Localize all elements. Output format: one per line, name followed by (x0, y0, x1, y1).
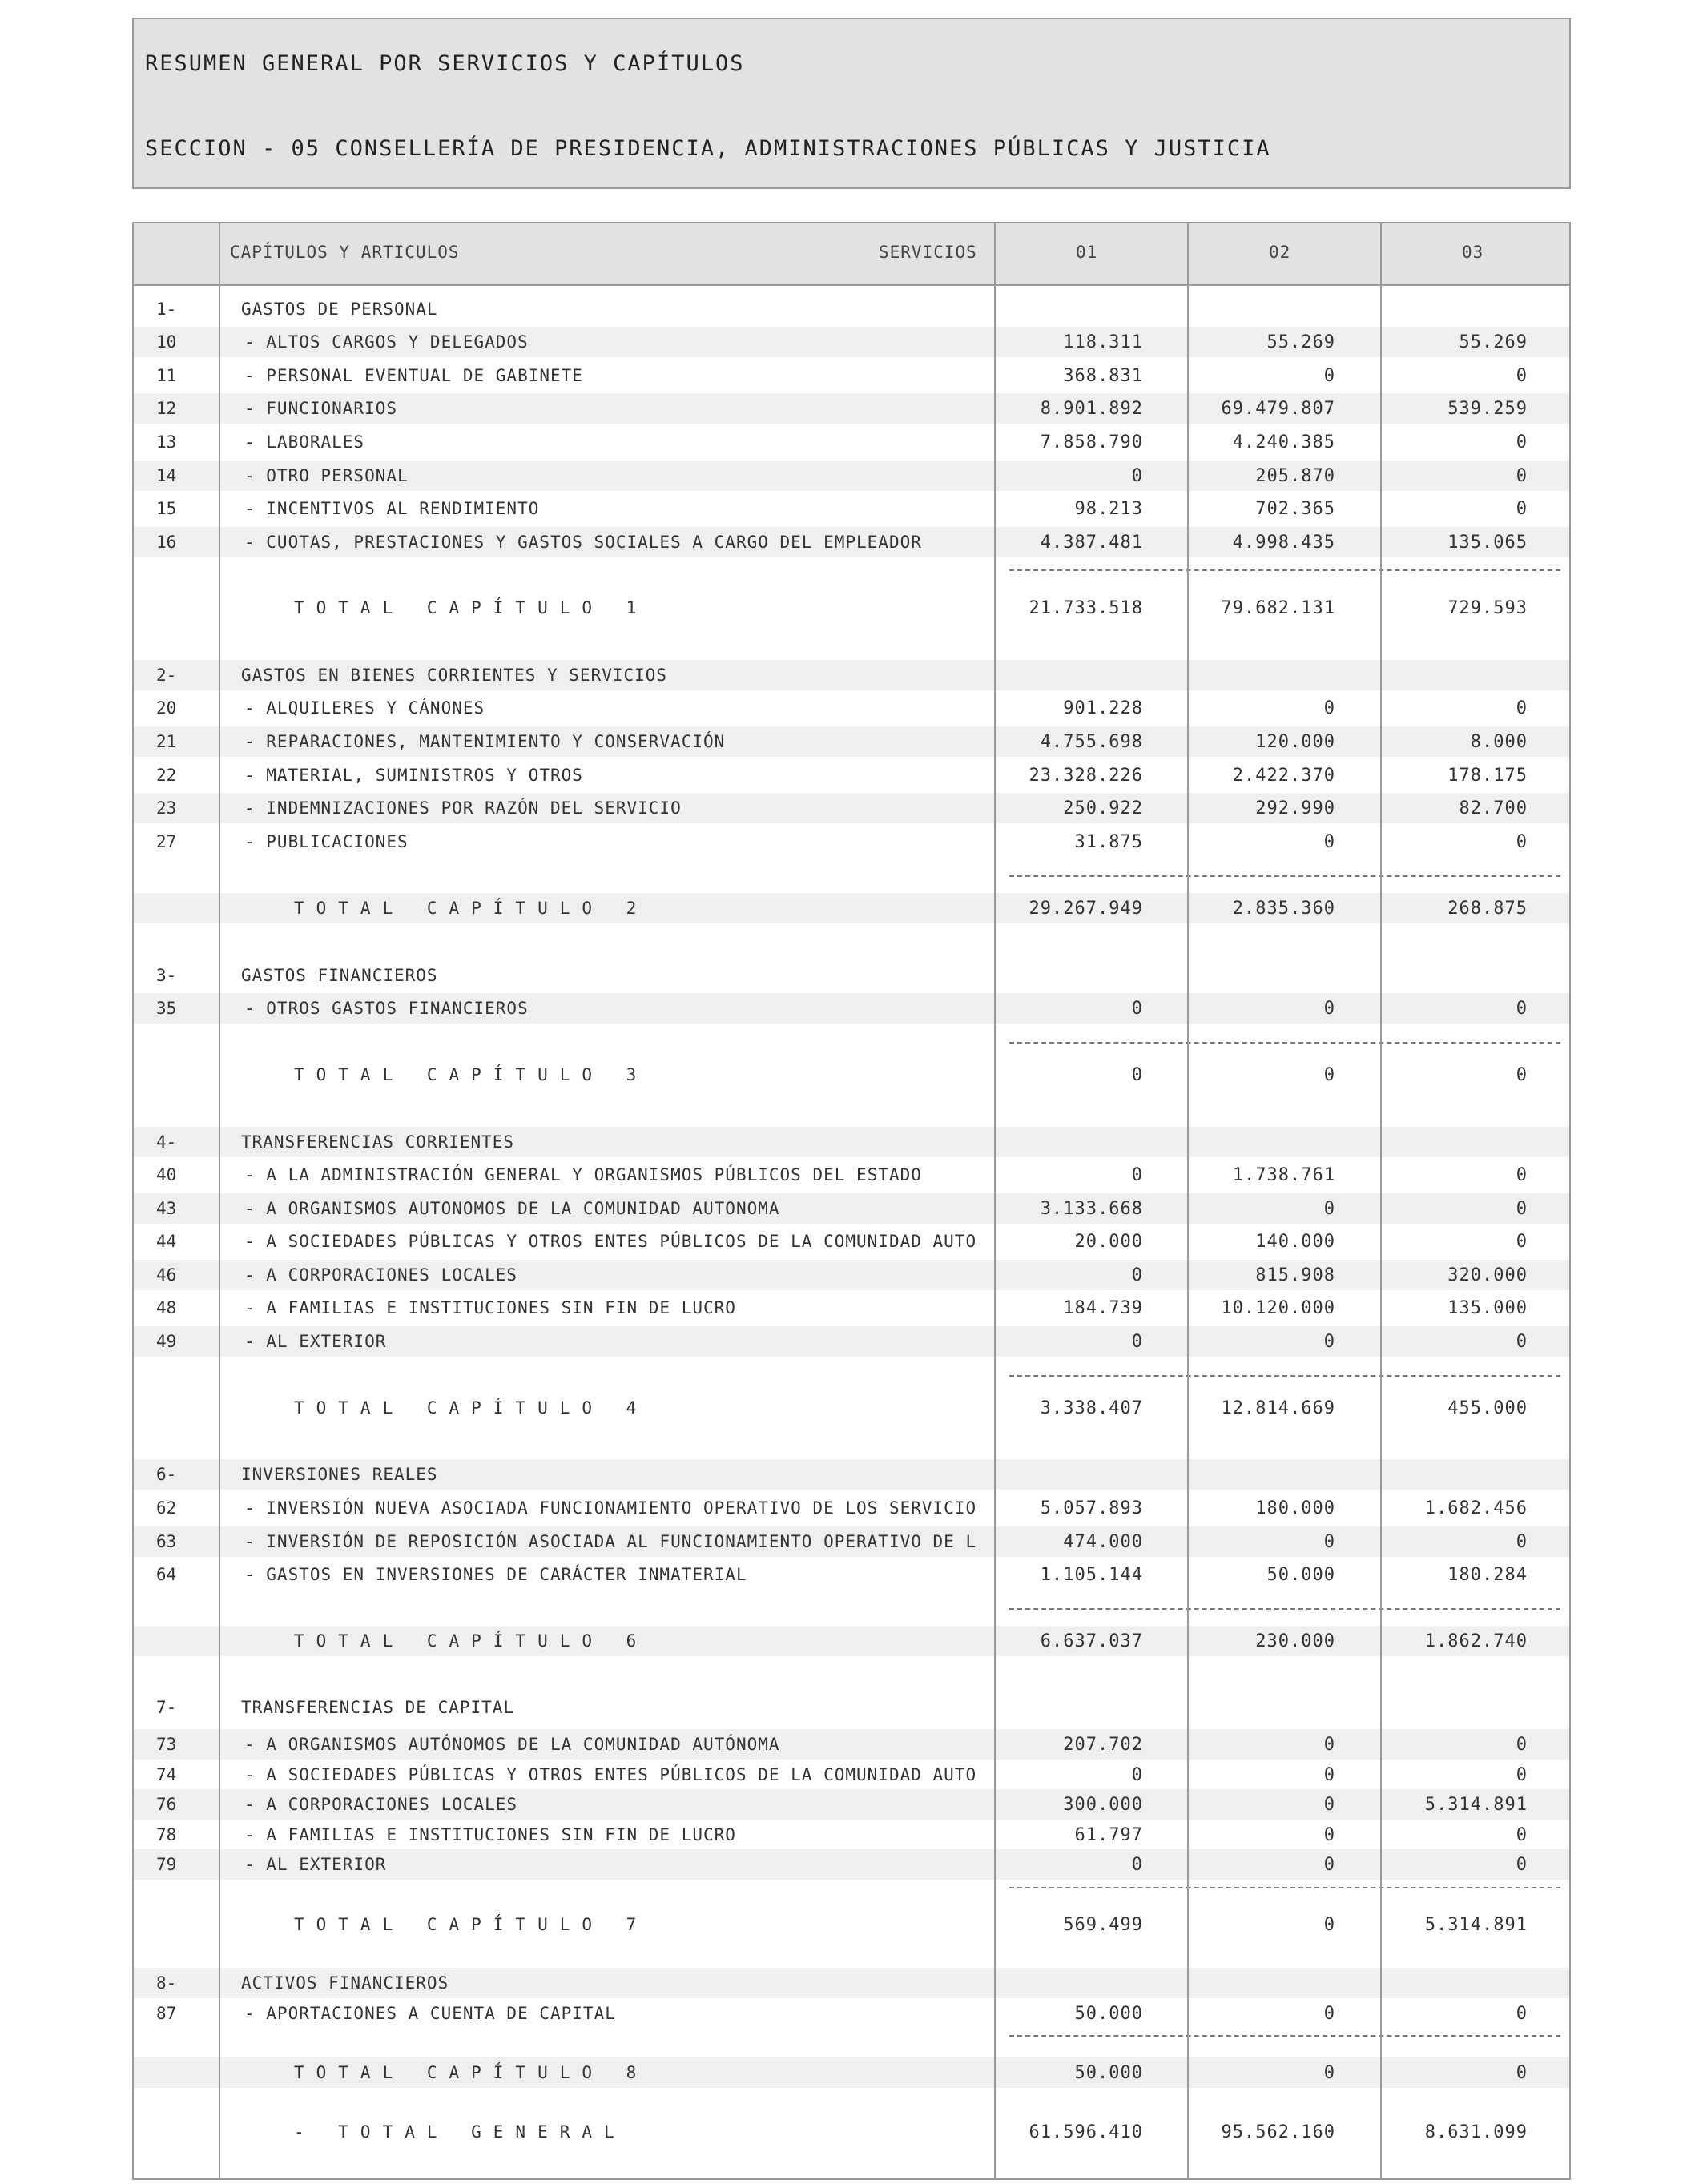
row-label: - CUOTAS, PRESTACIONES Y GASTOS SOCIALES A CARGO DEL EMPLEADOR (244, 533, 922, 552)
value-col-01: 474.000 (1063, 1532, 1143, 1552)
header-chapters: CAPÍTULOS Y ARTICULOS (230, 243, 460, 262)
value-col-02: 292.990 (1255, 798, 1335, 818)
row-code: 74 (156, 1765, 177, 1784)
article-row (134, 760, 1569, 790)
chapter-heading-row (134, 1459, 1569, 1490)
value-col-01: 31.875 (1074, 832, 1143, 852)
row-code: 15 (156, 499, 177, 518)
value-col-03: 0 (1516, 366, 1528, 386)
row-label: - AL EXTERIOR (244, 1332, 387, 1351)
total-label: TOTAL CAPÍTULO 4 (294, 1398, 649, 1418)
value-col-01: 0 (1131, 1765, 1143, 1785)
article-row (134, 1820, 1569, 1850)
section-title: SECCION - 05 CONSELLERÍA DE PRESIDENCIA, ADMINISTRACIONES PÚBLICAS Y JUSTICIA (145, 136, 1271, 161)
value-col-03: 0 (1516, 1165, 1528, 1185)
value-col-02: 140.000 (1255, 1232, 1335, 1252)
article-row (134, 1160, 1569, 1190)
row-label: - A ORGANISMOS AUTÓNOMOS DE LA COMUNIDAD AUTÓNOMA (244, 1735, 780, 1754)
row-label: - A CORPORACIONES LOCALES (244, 1795, 518, 1814)
value-col-02: 55.269 (1266, 332, 1335, 352)
value-col-01: 5.057.893 (1040, 1498, 1143, 1518)
dashed-separator (1009, 2035, 1560, 2037)
article-row (134, 1789, 1569, 1820)
total-row (134, 593, 1569, 623)
value-col-02: 4.240.385 (1232, 432, 1335, 452)
row-code: 13 (156, 432, 177, 452)
article-row (134, 1729, 1569, 1760)
value-col-02: 0 (1323, 1199, 1335, 1219)
value-col-03: 729.593 (1447, 598, 1528, 618)
article-row (134, 1326, 1569, 1357)
value-col-02: 205.870 (1255, 466, 1335, 486)
value-col-01: 569.499 (1063, 1915, 1143, 1935)
value-col-03: 8.631.099 (1424, 2122, 1528, 2142)
dashed-separator (1009, 1608, 1560, 1610)
row-code: 27 (156, 832, 177, 851)
value-col-03: 5.314.891 (1424, 1795, 1528, 1815)
total-label: TOTAL CAPÍTULO 7 (294, 1915, 649, 1934)
value-col-03: 0 (1516, 832, 1528, 852)
row-code: 64 (156, 1565, 177, 1584)
value-col-02: 69.479.807 (1221, 399, 1335, 419)
row-label: - A ORGANISMOS AUTONOMOS DE LA COMUNIDAD AUTONOMA (244, 1199, 780, 1218)
row-code: 63 (156, 1532, 177, 1551)
row-label: - INVERSIÓN NUEVA ASOCIADA FUNCIONAMIENTO OPERATIVO DE LOS SERVICIO (244, 1498, 977, 1518)
row-label: TRANSFERENCIAS CORRIENTES (241, 1132, 515, 1152)
value-col-02: 50.000 (1266, 1565, 1335, 1585)
value-col-03: 0 (1516, 1332, 1528, 1352)
budget-table (132, 222, 1571, 2180)
total-label: TOTAL CAPÍTULO 1 (294, 598, 649, 617)
row-label: - MATERIAL, SUMINISTROS Y OTROS (244, 766, 583, 785)
value-col-01: 29.267.949 (1029, 899, 1143, 919)
value-col-02: 0 (1323, 1855, 1335, 1875)
row-code: 35 (156, 999, 177, 1018)
value-col-01: 207.702 (1063, 1735, 1143, 1755)
row-code: 22 (156, 766, 177, 785)
value-col-01: 7.858.790 (1040, 432, 1143, 452)
value-col-02: 95.562.160 (1221, 2122, 1335, 2142)
total-label: TOTAL CAPÍTULO 8 (294, 2063, 649, 2082)
value-col-01: 50.000 (1074, 2004, 1143, 2024)
total-row (134, 1626, 1569, 1656)
row-code: 7- (156, 1698, 177, 1717)
total-row (134, 1060, 1569, 1090)
total-label: TOTAL CAPÍTULO 3 (294, 1065, 649, 1084)
row-code: 6- (156, 1465, 177, 1484)
value-col-01: 50.000 (1074, 2063, 1143, 2083)
row-code: 48 (156, 1298, 177, 1317)
total-row (134, 2117, 1569, 2147)
row-code: 78 (156, 1825, 177, 1844)
dashed-separator (1009, 875, 1560, 877)
article-row (134, 1226, 1569, 1257)
row-label: TRANSFERENCIAS DE CAPITAL (241, 1698, 515, 1717)
value-col-02: 12.814.669 (1221, 1398, 1335, 1418)
value-col-03: 5.314.891 (1424, 1915, 1528, 1935)
value-col-01: 8.901.892 (1040, 399, 1143, 419)
column-divider (1380, 223, 1382, 2178)
value-col-03: 0 (1516, 698, 1528, 718)
row-code: 43 (156, 1199, 177, 1218)
article-row (134, 726, 1569, 757)
article-row (134, 527, 1569, 557)
value-col-03: 0 (1516, 1825, 1528, 1845)
report-title: RESUMEN GENERAL POR SERVICIOS Y CAPÍTULOS (145, 51, 745, 76)
value-col-02: 0 (1323, 698, 1335, 718)
value-col-02: 0 (1323, 999, 1335, 1019)
value-col-02: 4.998.435 (1232, 533, 1335, 553)
value-col-02: 0 (1323, 1765, 1335, 1785)
value-col-01: 3.338.407 (1040, 1398, 1143, 1418)
article-row (134, 1493, 1569, 1523)
value-col-01: 20.000 (1074, 1232, 1143, 1252)
chapter-heading-row (134, 1968, 1569, 1998)
value-col-01: 4.755.698 (1040, 732, 1143, 752)
value-col-03: 135.000 (1447, 1298, 1528, 1318)
article-row (134, 827, 1569, 857)
value-col-01: 0 (1131, 1332, 1143, 1352)
value-col-01: 98.213 (1074, 499, 1143, 519)
value-col-02: 0 (1323, 1332, 1335, 1352)
header-col-02: 02 (1269, 243, 1291, 262)
value-col-01: 0 (1131, 1265, 1143, 1285)
row-code: 1- (156, 300, 177, 319)
value-col-02: 702.365 (1255, 499, 1335, 519)
value-col-01: 184.739 (1063, 1298, 1143, 1318)
row-code: 8- (156, 1973, 177, 1993)
value-col-02: 0 (1323, 1065, 1335, 1085)
article-row (134, 993, 1569, 1024)
total-row (134, 1393, 1569, 1423)
row-label: - INVERSIÓN DE REPOSICIÓN ASOCIADA AL FUNCIONAMIENTO OPERATIVO DE L (244, 1532, 977, 1551)
row-code: 76 (156, 1795, 177, 1814)
row-label: - A SOCIEDADES PÚBLICAS Y OTROS ENTES PÚBLICOS DE LA COMUNIDAD AUTO (244, 1765, 977, 1784)
value-col-01: 250.922 (1063, 798, 1143, 818)
value-col-03: 135.065 (1447, 533, 1528, 553)
row-label: - A FAMILIAS E INSTITUCIONES SIN FIN DE LUCRO (244, 1298, 736, 1317)
total-row (134, 893, 1569, 923)
value-col-02: 2.835.360 (1232, 899, 1335, 919)
article-row (134, 493, 1569, 524)
value-col-03: 0 (1516, 1232, 1528, 1252)
chapter-heading-row (134, 660, 1569, 690)
total-label: TOTAL CAPÍTULO 2 (294, 899, 649, 918)
article-row (134, 1526, 1569, 1557)
row-code: 62 (156, 1498, 177, 1518)
value-col-03: 0 (1516, 1199, 1528, 1219)
value-col-03: 0 (1516, 1735, 1528, 1755)
value-col-02: 0 (1323, 832, 1335, 852)
value-col-01: 23.328.226 (1029, 766, 1143, 786)
value-col-02: 1.738.761 (1232, 1165, 1335, 1185)
row-label: GASTOS DE PERSONAL (241, 300, 438, 319)
value-col-02: 0 (1323, 1735, 1335, 1755)
row-code: 79 (156, 1855, 177, 1874)
value-col-03: 539.259 (1447, 399, 1528, 419)
chapter-heading-row (134, 294, 1569, 324)
value-col-01: 0 (1131, 1065, 1143, 1085)
row-label: - A SOCIEDADES PÚBLICAS Y OTROS ENTES PÚBLICOS DE LA COMUNIDAD AUTO (244, 1232, 977, 1251)
row-label: - LABORALES (244, 432, 365, 452)
row-label: - A FAMILIAS E INSTITUCIONES SIN FIN DE LUCRO (244, 1825, 736, 1844)
value-col-02: 0 (1323, 1795, 1335, 1815)
total-label: TOTAL CAPÍTULO 6 (294, 1631, 649, 1651)
chapter-heading-row (134, 1692, 1569, 1723)
article-row (134, 1559, 1569, 1590)
dashed-separator (1009, 1375, 1560, 1377)
row-label: - REPARACIONES, MANTENIMIENTO Y CONSERVACIÓN (244, 732, 726, 751)
column-divider (1187, 223, 1189, 2178)
row-label: - A LA ADMINISTRACIÓN GENERAL Y ORGANISMOS PÚBLICOS DEL ESTADO (244, 1165, 922, 1185)
row-code: 2- (156, 666, 177, 685)
row-label: - ALTOS CARGOS Y DELEGADOS (244, 332, 529, 352)
row-label: - ALQUILERES Y CÁNONES (244, 698, 485, 718)
chapter-heading-row (134, 1127, 1569, 1157)
row-code: 87 (156, 2004, 177, 2023)
value-col-02: 180.000 (1255, 1498, 1335, 1518)
article-row (134, 1260, 1569, 1290)
row-label: GASTOS FINANCIEROS (241, 966, 438, 985)
row-code: 16 (156, 533, 177, 552)
value-col-03: 0 (1516, 1765, 1528, 1785)
header-services: SERVICIOS (879, 243, 977, 262)
article-row (134, 1193, 1569, 1224)
row-label: - FUNCIONARIOS (244, 399, 398, 418)
article-row (134, 393, 1569, 424)
row-code: 49 (156, 1332, 177, 1351)
row-code: 11 (156, 366, 177, 385)
article-row (134, 1849, 1569, 1880)
value-col-01: 61.596.410 (1029, 2122, 1143, 2142)
row-label: ACTIVOS FINANCIEROS (241, 1973, 449, 1993)
row-label: - A CORPORACIONES LOCALES (244, 1265, 518, 1285)
value-col-01: 300.000 (1063, 1795, 1143, 1815)
report-title-box (132, 18, 1571, 189)
row-label: - AL EXTERIOR (244, 1855, 387, 1874)
value-col-02: 0 (1323, 366, 1335, 386)
value-col-02: 815.908 (1255, 1265, 1335, 1285)
value-col-02: 79.682.131 (1221, 598, 1335, 618)
column-divider (994, 223, 996, 2178)
row-code: 40 (156, 1165, 177, 1185)
row-code: 73 (156, 1735, 177, 1754)
row-code: 46 (156, 1265, 177, 1285)
value-col-02: 0 (1323, 1915, 1335, 1935)
value-col-03: 455.000 (1447, 1398, 1528, 1418)
table-header (134, 223, 1569, 286)
dashed-separator (1009, 569, 1560, 571)
value-col-03: 0 (1516, 2063, 1528, 2083)
value-col-03: 0 (1516, 1065, 1528, 1085)
value-col-01: 0 (1131, 1855, 1143, 1875)
value-col-03: 0 (1516, 1855, 1528, 1875)
dashed-separator (1009, 1887, 1560, 1888)
value-col-01: 3.133.668 (1040, 1199, 1143, 1219)
value-col-03: 55.269 (1459, 332, 1528, 352)
value-col-02: 0 (1323, 1825, 1335, 1845)
value-col-03: 1.862.740 (1424, 1631, 1528, 1651)
value-col-03: 268.875 (1447, 899, 1528, 919)
row-label: GASTOS EN BIENES CORRIENTES Y SERVICIOS (241, 666, 668, 685)
value-col-01: 21.733.518 (1029, 598, 1143, 618)
column-divider (219, 223, 220, 2178)
row-label: - INDEMNIZACIONES POR RAZÓN DEL SERVICIO (244, 798, 682, 818)
value-col-03: 0 (1516, 499, 1528, 519)
row-label: INVERSIONES REALES (241, 1465, 438, 1484)
value-col-01: 6.637.037 (1040, 1631, 1143, 1651)
header-col-01: 01 (1076, 243, 1098, 262)
value-col-01: 118.311 (1063, 332, 1143, 352)
value-col-01: 0 (1131, 1165, 1143, 1185)
value-col-02: 230.000 (1255, 1631, 1335, 1651)
value-col-02: 0 (1323, 1532, 1335, 1552)
row-label: - INCENTIVOS AL RENDIMIENTO (244, 499, 540, 518)
row-code: 21 (156, 732, 177, 751)
row-code: 23 (156, 798, 177, 818)
row-label: - PERSONAL EVENTUAL DE GABINETE (244, 366, 583, 385)
total-row (134, 2057, 1569, 2088)
value-col-02: 0 (1323, 2004, 1335, 2024)
value-col-01: 0 (1131, 999, 1143, 1019)
row-code: 20 (156, 698, 177, 718)
value-col-03: 8.000 (1470, 732, 1528, 752)
value-col-01: 901.228 (1063, 698, 1143, 718)
value-col-03: 0 (1516, 432, 1528, 452)
row-label: - OTROS GASTOS FINANCIEROS (244, 999, 529, 1018)
value-col-02: 120.000 (1255, 732, 1335, 752)
row-code: 12 (156, 399, 177, 418)
row-label: - PUBLICACIONES (244, 832, 409, 851)
value-col-03: 0 (1516, 1532, 1528, 1552)
value-col-02: 0 (1323, 2063, 1335, 2083)
article-row (134, 693, 1569, 723)
article-row (134, 427, 1569, 457)
row-code: 4- (156, 1132, 177, 1152)
article-row (134, 1293, 1569, 1323)
row-code: 14 (156, 466, 177, 485)
value-col-01: 4.387.481 (1040, 533, 1143, 553)
value-col-01: 61.797 (1074, 1825, 1143, 1845)
value-col-03: 0 (1516, 466, 1528, 486)
article-row (134, 360, 1569, 391)
value-col-03: 320.000 (1447, 1265, 1528, 1285)
value-col-02: 2.422.370 (1232, 766, 1335, 786)
total-label: - TOTAL GENERAL (294, 2122, 626, 2142)
value-col-03: 0 (1516, 999, 1528, 1019)
value-col-03: 1.682.456 (1424, 1498, 1528, 1518)
row-label: - GASTOS EN INVERSIONES DE CARÁCTER INMATERIAL (244, 1565, 747, 1584)
article-row (134, 327, 1569, 357)
row-label: - OTRO PERSONAL (244, 466, 409, 485)
value-col-01: 0 (1131, 466, 1143, 486)
article-row (134, 1998, 1569, 2029)
header-col-03: 03 (1462, 243, 1484, 262)
row-code: 44 (156, 1232, 177, 1251)
value-col-03: 178.175 (1447, 766, 1528, 786)
value-col-03: 180.284 (1447, 1565, 1528, 1585)
total-row (134, 1909, 1569, 1940)
dashed-separator (1009, 1042, 1560, 1044)
article-row (134, 793, 1569, 823)
row-code: 10 (156, 332, 177, 352)
article-row (134, 1760, 1569, 1790)
value-col-01: 1.105.144 (1040, 1565, 1143, 1585)
value-col-03: 82.700 (1459, 798, 1528, 818)
value-col-01: 368.831 (1063, 366, 1143, 386)
chapter-heading-row (134, 960, 1569, 991)
article-row (134, 461, 1569, 491)
value-col-03: 0 (1516, 2004, 1528, 2024)
value-col-02: 10.120.000 (1221, 1298, 1335, 1318)
row-code: 3- (156, 966, 177, 985)
row-label: - APORTACIONES A CUENTA DE CAPITAL (244, 2004, 616, 2023)
